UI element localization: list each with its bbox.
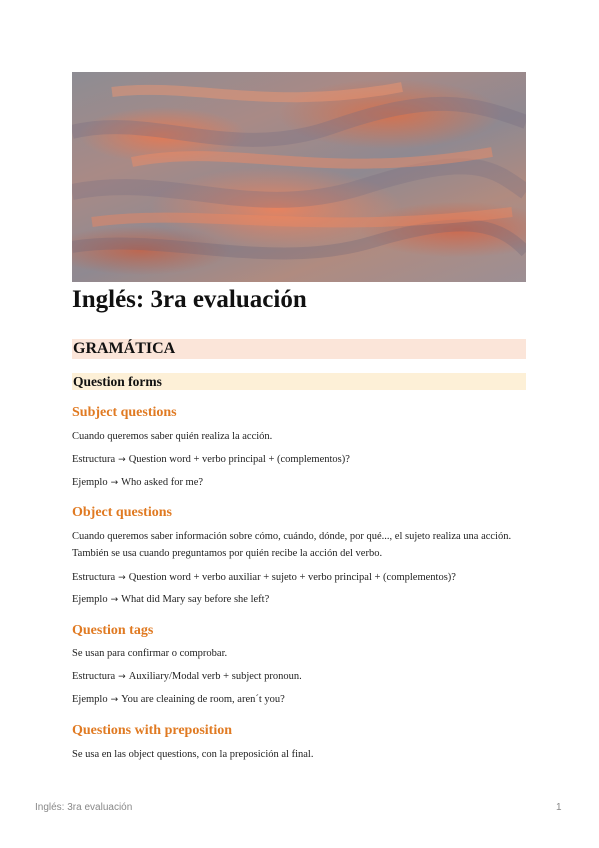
section-heading-band [72,339,526,359]
arrow-icon: → [110,595,119,605]
structure-label: Estructura [72,454,116,465]
example-line [72,591,526,609]
page-number: 1 [556,802,562,813]
paragraph: Se usa en las object questions, con la preposición al final. [72,749,314,760]
example-label: Ejemplo [72,594,108,605]
heading-object-questions: Object questions [72,505,172,520]
section-heading: GRAMÁTICA [73,340,176,357]
footer-title: Inglés: 3ra evaluación [35,802,133,813]
subsection-heading: Question forms [73,374,162,389]
cloud-texture [72,72,526,282]
heading-subject-questions: Subject questions [72,405,177,420]
example-label: Ejemplo [72,694,108,705]
structure-text: Question word + verbo auxiliar + sujeto + verbo principal + (complementos)? [128,572,456,583]
structure-text: Auxiliary/Modal verb + subject pronoun. [128,671,302,682]
paragraph: Cuando queremos saber información sobre cómo, cuándo, dónde, por qué..., el sujeto realiza una acción. También se usa cuando preguntamos por quién recibe la acción del verbo. [72,531,512,559]
example-text: You are cleaining de room, aren´t you? [121,694,285,705]
example-line [72,474,526,492]
example-label: Ejemplo [72,477,108,488]
arrow-icon: → [110,695,119,705]
paragraph: Se usan para confirmar o comprobar. [72,648,228,659]
arrow-icon: → [118,672,126,682]
example-line [72,691,526,709]
structure-label: Estructura [72,671,116,682]
page-title: Inglés: 3ra evaluación [72,286,307,313]
arrow-icon: → [118,455,126,465]
paragraph: Cuando queremos saber quién realiza la acción. [72,431,273,442]
heading-questions-with-preposition: Questions with preposition [72,723,232,738]
example-text: What did Mary say before she left? [121,594,270,605]
arrow-icon: → [118,573,126,583]
structure-line [72,569,526,587]
structure-label: Estructura [72,572,116,583]
arrow-icon: → [110,478,119,488]
subsection-heading-band [72,373,526,390]
cover-image [72,72,526,282]
example-text: Who asked for me? [121,477,204,488]
structure-text: Question word + verbo principal + (complementos)? [128,454,350,465]
structure-line [72,668,526,686]
structure-line [72,451,526,469]
heading-question-tags: Question tags [72,623,154,638]
